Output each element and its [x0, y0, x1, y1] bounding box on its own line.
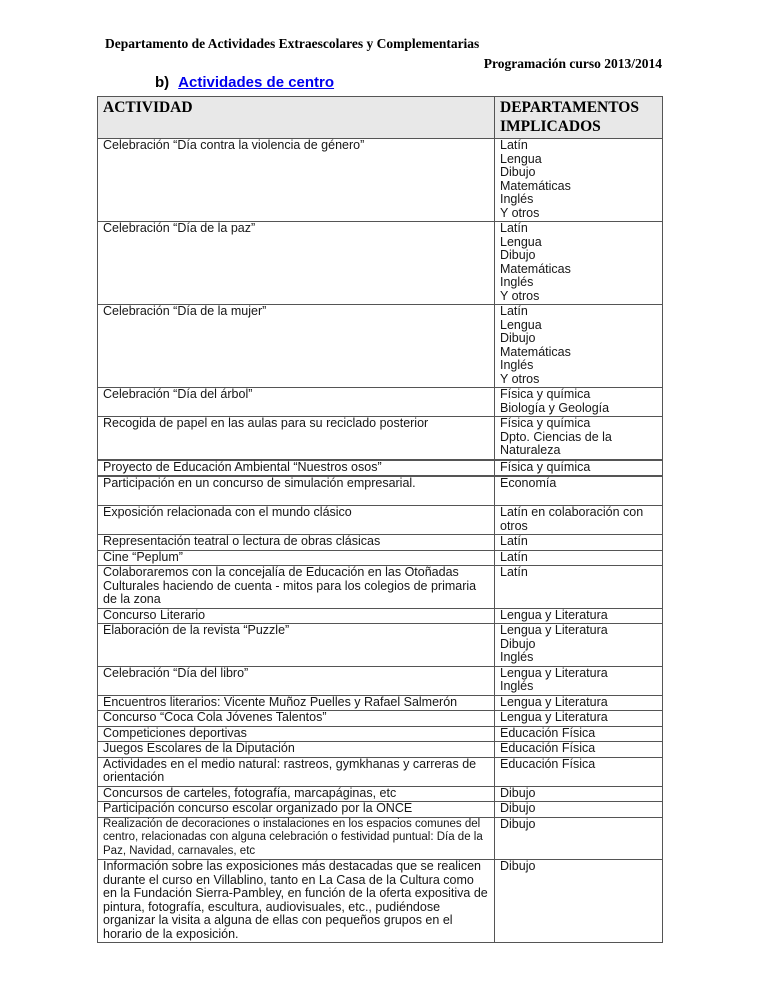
activity-cell: Colaboraremos con la concejalía de Educación en las Otoñadas Culturales haciendo de cuenta - mitos para los colegios de primaria de la zona [98, 566, 495, 609]
table-row [98, 222, 663, 305]
departments-cell [495, 305, 663, 388]
departments-cell [495, 476, 663, 506]
department-item: Lengua y Literatura [500, 607, 608, 622]
section-heading [155, 73, 334, 92]
activity-cell: Exposición relacionada con el mundo clásico [98, 506, 495, 535]
section-prefix: b) [155, 74, 170, 91]
department-item: Física y química [500, 459, 591, 474]
departments-cell [495, 388, 663, 417]
department-item: Latín [500, 549, 528, 564]
department-item: Inglés [500, 192, 534, 206]
department-item: Latín [500, 138, 528, 152]
department-item: Dibujo [500, 801, 536, 815]
activity-cell: Elaboración de la revista “Puzzle” [98, 624, 495, 667]
table-row [98, 139, 663, 222]
department-item: Educación Física [500, 741, 596, 755]
department-item: Inglés [500, 358, 534, 372]
document-header [105, 36, 662, 71]
departments-cell [495, 695, 663, 711]
departments-cell [495, 535, 663, 551]
departments-cell [495, 608, 663, 624]
departments-cell [495, 786, 663, 802]
department-item: Inglés [500, 275, 534, 289]
activity-cell: Juegos Escolares de la Diputación [98, 742, 495, 758]
department-item: Dibujo [500, 331, 536, 345]
document-program-line: Programación curso 2013/2014 [483, 56, 662, 71]
department-item: Y otros [500, 205, 540, 220]
activity-cell: Realización de decoraciones o instalaciones en los espacios comunes del centro, relacionadas con alguna celebración o festividad puntual: Día de la Paz, Navidad, carnavales, etc [98, 817, 495, 860]
departments-cell [495, 417, 663, 460]
department-item: Y otros [500, 288, 540, 303]
activity-cell: Celebración “Día del libro” [98, 666, 495, 695]
department-item: Latín en colaboración con otros [500, 505, 644, 533]
table-row [98, 726, 663, 742]
department-item: Matemáticas [500, 178, 571, 193]
table-row [98, 550, 663, 566]
activity-cell: Celebración “Día del árbol” [98, 388, 495, 417]
department-item: Biología y Geología [500, 400, 610, 415]
table-row [98, 476, 663, 506]
department-item: Y otros [500, 371, 540, 386]
department-item: Latín [500, 534, 528, 548]
activity-cell: Representación teatral o lectura de obras clásicas [98, 535, 495, 551]
department-item: Latín [500, 565, 528, 579]
departments-cell [495, 460, 663, 477]
activity-cell: Recogida de papel en las aulas para su reciclado posterior [98, 417, 495, 460]
table-row [98, 566, 663, 609]
department-item: Dpto. Ciencias de la Naturaleza [500, 429, 612, 457]
department-item: Lengua y Literatura [500, 710, 608, 724]
table-row [98, 417, 663, 460]
table-row [98, 817, 663, 860]
department-item: Física y química [500, 416, 591, 430]
activity-cell: Proyecto de Educación Ambiental “Nuestros osos” [98, 460, 495, 477]
departments-cell [495, 624, 663, 667]
departments-cell [495, 860, 663, 943]
table-row [98, 608, 663, 624]
departments-cell [495, 817, 663, 860]
departments-cell [495, 666, 663, 695]
table-row [98, 535, 663, 551]
column-header-departments: DEPARTAMENTOS IMPLICADOS [495, 97, 663, 139]
activity-cell: Cine “Peplum” [98, 550, 495, 566]
department-item: Lengua [500, 151, 542, 166]
departments-cell [495, 550, 663, 566]
department-item: Dibujo [500, 859, 536, 873]
table-row [98, 757, 663, 786]
department-item: Lengua y Literatura [500, 623, 608, 637]
departments-cell [495, 742, 663, 758]
department-item: Inglés [500, 679, 534, 693]
table-row [98, 305, 663, 388]
departments-cell [495, 222, 663, 305]
header-row [98, 97, 663, 139]
department-item: Dibujo [500, 785, 536, 800]
department-item: Matemáticas [500, 261, 571, 276]
activity-cell: Celebración “Día de la mujer” [98, 305, 495, 388]
departments-cell [495, 566, 663, 609]
activities-table [97, 96, 663, 943]
departments-cell [495, 757, 663, 786]
activity-cell: Celebración “Día de la paz” [98, 222, 495, 305]
department-item: Dibujo [500, 165, 536, 179]
department-item: Educación Física [500, 756, 596, 771]
department-item: Dibujo [500, 636, 536, 651]
table-row [98, 711, 663, 727]
table-row [98, 786, 663, 802]
department-item: Lengua [500, 317, 542, 332]
activity-cell: Concursos de carteles, fotografía, marcapáginas, etc [98, 786, 495, 802]
departments-cell [495, 506, 663, 535]
activity-cell: Celebración “Día contra la violencia de género” [98, 139, 495, 222]
activity-cell: Concurso Literario [98, 608, 495, 624]
table-row [98, 742, 663, 758]
table-row [98, 695, 663, 711]
activities-table-header [98, 97, 663, 139]
departments-cell [495, 139, 663, 222]
activity-cell: Actividades en el medio natural: rastreos, gymkhanas y carreras de orientación [98, 757, 495, 786]
departments-cell [495, 726, 663, 742]
department-item: Física y química [500, 387, 591, 401]
activity-cell: Competiciones deportivas [98, 726, 495, 742]
department-item: Educación Física [500, 725, 596, 740]
departments-cell [495, 711, 663, 727]
department-item: Dibujo [500, 816, 536, 831]
department-item: Latín [500, 221, 528, 235]
department-item: Dibujo [500, 248, 536, 262]
activity-cell: Concurso “Coca Cola Jóvenes Talentos” [98, 711, 495, 727]
department-item: Matemáticas [500, 344, 571, 359]
section-title-link[interactable]: Actividades de centro [178, 74, 335, 91]
table-row [98, 388, 663, 417]
department-item: Inglés [500, 650, 534, 664]
table-row [98, 802, 663, 818]
document-department-line: Departamento de Actividades Extraescolares y Complementarias [105, 36, 480, 51]
department-item: Lengua y Literatura [500, 665, 608, 680]
column-header-activity: ACTIVIDAD [98, 97, 495, 139]
activity-cell: Encuentros literarios: Vicente Muñoz Puelles y Rafael Salmerón [98, 695, 495, 711]
table-row [98, 460, 663, 477]
activity-cell: Información sobre las exposiciones más destacadas que se realicen durante el curso en Villablino, tanto en La Casa de la Cultura como en la Fundación Sierra-Pambley, en función de la oferta expositiva de pintura, fotografía, escultura, audiovisuales, etc., pudiéndose organizar la visita a alguna de ellas con pequeños grupos en el horario de la exposición. [98, 860, 495, 943]
table-row [98, 506, 663, 535]
table-row [98, 860, 663, 943]
table-row [98, 666, 663, 695]
departments-cell [495, 802, 663, 818]
department-item: Lengua [500, 234, 542, 249]
activities-table-body [98, 139, 663, 943]
activity-cell: Participación en un concurso de simulación empresarial. [98, 476, 495, 506]
activity-cell: Participación concurso escolar organizado por la ONCE [98, 802, 495, 818]
department-item: Lengua y Literatura [500, 694, 608, 709]
table-row [98, 624, 663, 667]
department-item: Economía [500, 476, 557, 490]
department-item: Latín [500, 304, 528, 318]
